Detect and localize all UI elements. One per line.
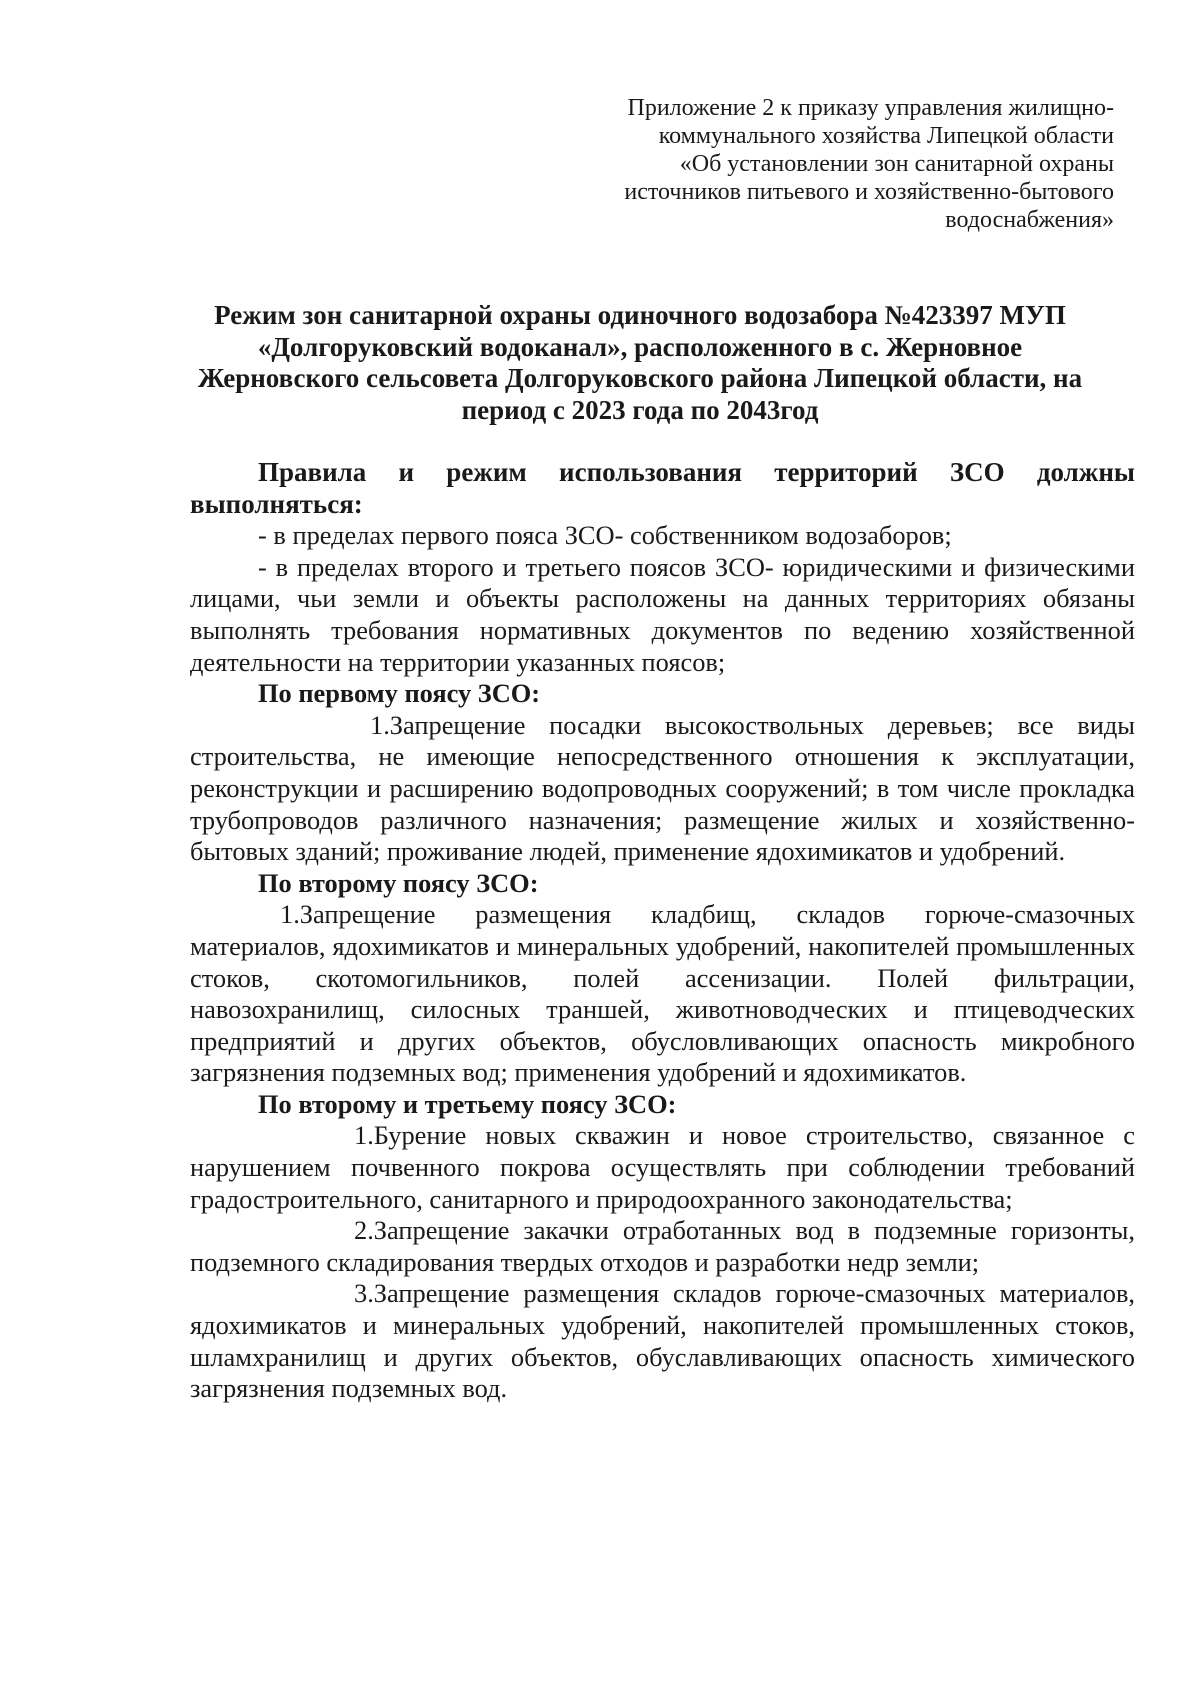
title-line: период с 2023 года по 2043год (461, 394, 819, 425)
section-item (190, 1215, 1135, 1278)
item-number: 3. (354, 1278, 374, 1309)
appendix-line: коммунального хозяйства Липецкой области (658, 123, 1114, 149)
section-item (190, 1278, 1135, 1404)
title-line: Режим зон санитарной охраны одиночного водозабора №423397 МУП (214, 300, 1066, 330)
title-line: Жерновского сельсовета Долгоруковского района Липецкой области, на (197, 363, 1083, 393)
appendix-line: «Об установлении зон санитарной охраны (679, 151, 1114, 177)
item-text: Запрещение размещения кладбищ, складов горюче-смазочных материалов, ядохимикатов и минеральных удобрений, накопителей промышленных стоков, скотомогильников, полей ассенизации. Полей фильтрации, навозохранилищ, силосных траншей, животноводческих и птицеводческих предприятий и других объектов, обусловливающих опасность микробного загрязнения подземных вод; применения удобрений и ядохимикатов. (190, 899, 1135, 1088)
item-text: Запрещение посадки высокоствольных деревьев; все виды строительства, не имеющие непосредственного отношения к эксплуатации, реконструкции и расширению водопроводных сооружений; в том числе прокладка трубопроводов различного назначения; размещение жилых и хозяйственно-бытовых зданий; проживание людей, применение ядохимикатов и удобрений. (190, 709, 1135, 867)
item-text: Запрещение закачки отработанных вод в подземные горизонты, подземного складирования твердых отходов и разработки недр земли; (190, 1215, 1135, 1277)
section-heading: По второму и третьему поясу ЗСО: (258, 1088, 677, 1119)
section-item (190, 710, 1135, 868)
document-title (150, 300, 1130, 426)
item-number: 1. (354, 1120, 374, 1151)
item-number: 1. (370, 709, 390, 740)
appendix-reference (554, 94, 1114, 234)
document-body (190, 457, 1135, 1405)
section-heading: По первому поясу ЗСО: (258, 678, 541, 709)
intro-item: - в пределах первого пояса ЗСО- собственником водозаборов; (258, 520, 952, 551)
appendix-line: Приложение 2 к приказу управления жилищно- (627, 95, 1114, 121)
item-number: 1. (280, 899, 300, 930)
section-heading: По второму поясу ЗСО: (258, 867, 539, 898)
appendix-line: водоснабжения» (945, 207, 1114, 233)
appendix-line: источников питьевого и хозяйственно-бытового (624, 179, 1114, 205)
section-item (190, 1120, 1135, 1215)
section-item (190, 899, 1135, 1089)
item-number: 2. (354, 1215, 374, 1246)
item-text: Бурение новых скважин и новое строительство, связанное с нарушением почвенного покрова осуществлять при соблюдении требований градостроительного, санитарного и природоохранного законодательства; (190, 1120, 1135, 1214)
item-text: Запрещение размещения складов горюче-смазочных материалов, ядохимикатов и минеральных удобрений, накопителей промышленных стоков, шламхранилищ и других объектов, обуславливающих опасность химического загрязнения подземных вод. (190, 1278, 1135, 1404)
title-line: «Долгоруковский водоканал», расположенного в с. Жерновное (257, 331, 1023, 362)
intro-lead: Правила и режим использования территорий ЗСО должны выполняться: (190, 457, 1135, 519)
intro-item: - в пределах второго и третьего поясов ЗСО- юридическими и физическими лицами, чьи земли и объекты расположены на данных территориях обязаны выполнять требования нормативных документов по ведению хозяйственной деятельности на территории указанных поясов; (190, 551, 1135, 677)
